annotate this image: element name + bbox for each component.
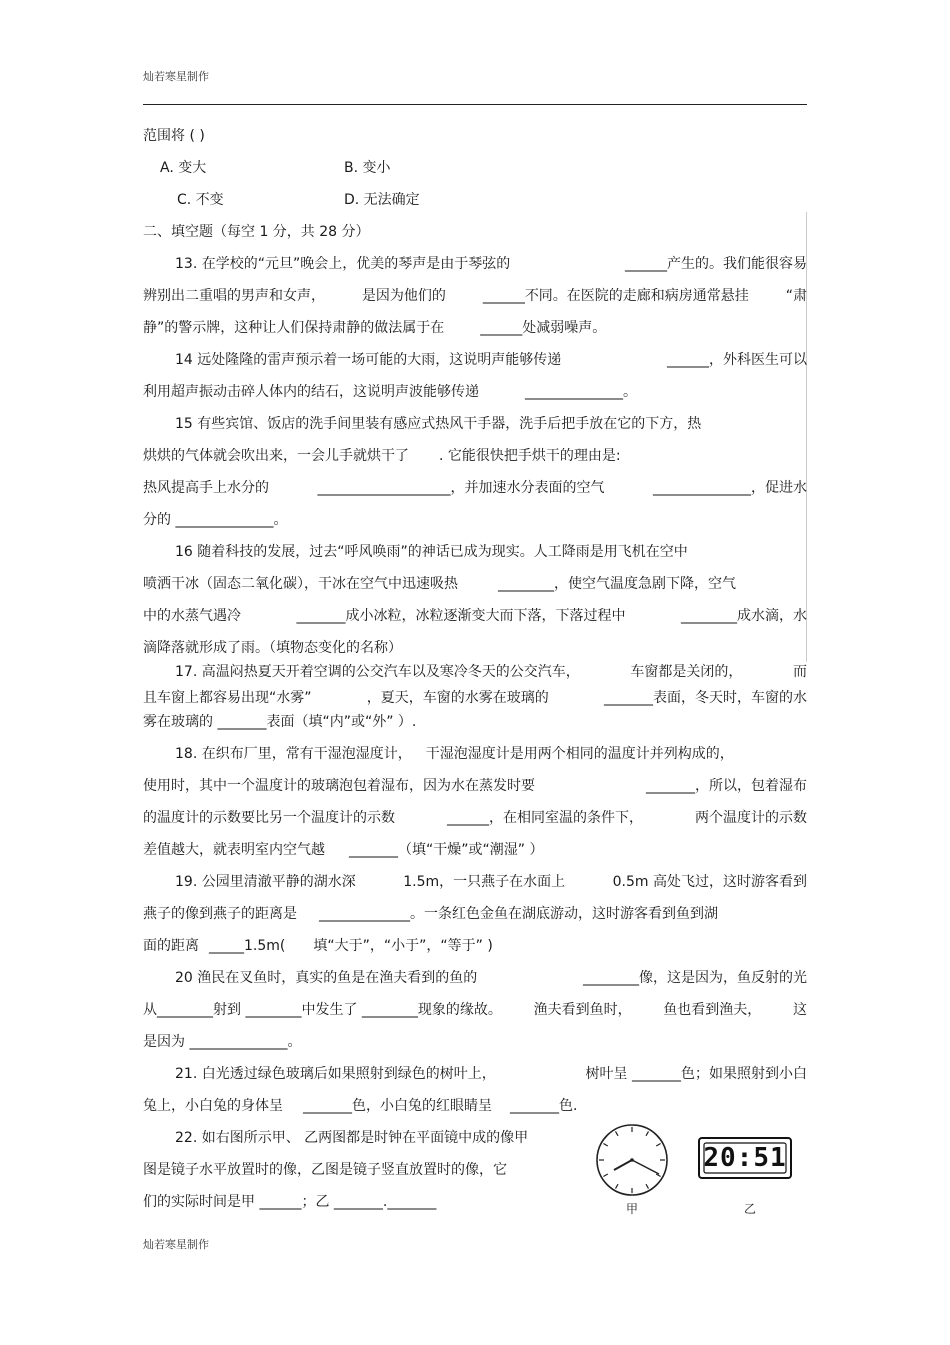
question-16-line-1: 16 随着科技的发展，过去“呼风唤雨”的神话已成为现实。人工降雨是用飞机在空中 — [175, 544, 688, 560]
text-segment: 干湿泡湿度计是用两个相同的温度计并列构成的， — [425, 746, 734, 762]
question-18-line-1 — [175, 744, 807, 764]
text-segment: 辨别出二重唱的男声和女声， — [143, 288, 325, 304]
question-22-line-3: 们的实际时间是甲 ______；乙 _______._______ — [143, 1194, 437, 1210]
analog-clock-figure — [595, 1122, 669, 1198]
text-segment: 使用时，其中一个温度计的玻璃泡包着湿布，因为水在蒸发时要 — [143, 778, 535, 794]
question-12-stem: 范围将 ( ) — [143, 128, 205, 144]
question-20-line-1 — [175, 968, 807, 988]
question-20-line-2 — [143, 1000, 807, 1020]
text-segment: 热风提高手上水分的 — [143, 480, 269, 496]
text-segment: 两个温度计的示数 — [695, 810, 807, 826]
text-segment: 填“大于”，“小于”，“等于” ) — [313, 938, 493, 954]
question-21-line-1 — [175, 1064, 807, 1084]
question-16-line-4: 滴降落就形成了雨。（填物态变化的名称） — [143, 640, 402, 656]
text-segment: ___________________，并加速水分表面的空气 — [317, 480, 605, 496]
option-b: B. 变小 — [344, 160, 391, 176]
text-segment: 从________射到 ________中发生了 ________现象的缘故。 — [143, 1002, 502, 1018]
text-segment: _______（填“干燥”或“潮湿” ） — [349, 842, 544, 858]
text-segment: ______产生的。我们能很容易 — [625, 256, 807, 272]
text-segment: ______处减弱噪声。 — [480, 320, 607, 336]
question-22-line-1: 22. 如右图所示甲、 乙两图都是时钟在平面镜中成的像甲 — [175, 1130, 529, 1146]
text-segment: 20 渔民在叉鱼时，真实的鱼是在渔夫看到的鱼的 — [175, 970, 478, 986]
text-segment: ______________，促进水 — [653, 480, 807, 496]
text-segment: 中的水蒸气遇冷 — [143, 608, 241, 624]
question-13-line-3 — [143, 318, 807, 338]
question-13-line-1 — [175, 254, 807, 274]
text-segment: 0.5m 高处飞过，这时游客看到 — [612, 874, 807, 890]
question-20-line-3: 是因为 ______________。 — [143, 1034, 302, 1050]
text-segment: 的温度计的示数要比另一个温度计的示数 — [143, 810, 395, 826]
text-segment: _______色，小白兔的红眼睛呈 — [303, 1098, 492, 1114]
text-segment: 烘烘的气体就会吹出来，一会儿手就烘干了 — [143, 448, 409, 464]
text-segment: 车窗都是关闭的， — [630, 664, 743, 680]
text-segment: _____________。一条红色金鱼在湖底游动，这时游客看到鱼到湖 — [319, 906, 718, 922]
text-segment: 21. 白光透过绿色玻璃后如果照射到绿色的树叶上， — [175, 1066, 496, 1082]
text-segment: ______不同。在医院的走廊和病房通常悬挂 — [482, 288, 749, 304]
question-16-line-2 — [143, 574, 807, 594]
figure-caption-a: 甲 — [626, 1202, 639, 1216]
question-22-line-2: 图是镜子水平放置时的像，乙图是镜子竖直放置时的像，它 — [143, 1162, 507, 1178]
text-segment: 利用超声振动击碎人体内的结石，这说明声波能够传递 — [143, 384, 479, 400]
text-segment: 是因为他们的 — [361, 288, 446, 304]
text-segment: _______色. — [510, 1098, 578, 1114]
text-segment: 树叶呈 _______色；如果照射到小白 — [585, 1066, 807, 1082]
question-15-line-2 — [143, 446, 807, 466]
question-19-line-3 — [143, 936, 807, 956]
text-segment: “肃 — [785, 288, 807, 304]
text-segment: ________，使空气温度急剧下降，空气 — [498, 576, 736, 592]
text-segment: 燕子的像到燕子的距离是 — [143, 906, 297, 922]
question-17-line-1 — [175, 662, 807, 682]
question-14-line-2 — [143, 382, 807, 402]
text-segment: ________像，这是因为，鱼反射的光 — [583, 970, 807, 986]
text-segment: _____1.5m( — [209, 938, 286, 954]
text-segment: 渔夫看到鱼时， — [533, 1002, 632, 1018]
question-15-line-3 — [143, 478, 807, 498]
text-segment: ________成水滴，水 — [681, 608, 807, 624]
question-18-line-2 — [143, 776, 807, 796]
question-21-line-2 — [143, 1096, 807, 1116]
question-13-line-2 — [143, 286, 807, 306]
header-rule — [143, 104, 807, 105]
text-segment: 18. 在织布厂里，常有干湿泡湿度计， — [175, 746, 412, 762]
text-segment: 静”的警示牌，这种让人们保持肃静的做法属于在 — [143, 320, 445, 336]
option-a: A. 变大 — [160, 160, 207, 176]
text-segment: 差值越大，就表明室内空气越 — [143, 842, 325, 858]
text-segment: _______成小冰粒，冰粒逐渐变大而下落，下落过程中 — [296, 608, 626, 624]
text-segment: . 它能很快把手烘干的理由是: — [439, 448, 621, 464]
text-segment: ______，在相同室温的条件下， — [447, 810, 643, 826]
question-18-line-3 — [143, 808, 807, 828]
question-16-line-3 — [143, 606, 807, 626]
text-segment: 这 — [792, 1002, 807, 1018]
margin-line — [806, 212, 807, 662]
question-15-line-1: 15 有些宾馆、饭店的洗手间里装有感应式热风干手器，洗手后把手放在它的下方，热 — [175, 416, 702, 432]
option-c: C. 不变 — [177, 192, 224, 208]
text-segment: ______，外科医生可以 — [667, 352, 807, 368]
page-footer: 灿若寒星制作 — [143, 1238, 209, 1251]
text-segment: 1.5m，一只燕子在水面上 — [403, 874, 566, 890]
question-18-line-4 — [143, 840, 807, 860]
text-segment: 兔上，小白兔的身体呈 — [143, 1098, 283, 1114]
text-segment: 13. 在学校的“元旦”晚会上，优美的琴声是由于琴弦的 — [175, 256, 511, 272]
question-17-line-2 — [143, 688, 807, 708]
question-19-line-2 — [143, 904, 807, 924]
text-segment: _______表面，冬天时，车窗的水 — [603, 690, 807, 706]
question-17-line-3: 雾在玻璃的 _______表面（填“内”或“外” ）. — [143, 714, 417, 730]
text-segment: 喷洒干冰（固态二氧化碳），干冰在空气中迅速吸热 — [143, 576, 458, 592]
question-14-line-1 — [175, 350, 807, 370]
question-15-line-4: 分的 ______________。 — [143, 512, 288, 528]
digital-clock-reading: 20:51 — [703, 1143, 787, 1173]
question-19-line-1 — [175, 872, 807, 892]
figure-caption-b: 乙 — [744, 1202, 757, 1216]
text-segment: 17. 高温闷热夏天开着空调的公交汽车以及寒冷冬天的公交汽车， — [175, 664, 580, 680]
page-header: 灿若寒星制作 — [143, 70, 209, 83]
text-segment: 鱼也看到渔夫， — [663, 1002, 762, 1018]
text-segment: ______________。 — [525, 384, 637, 400]
text-segment: 面的距离 — [143, 938, 199, 954]
text-segment: 且车窗上都容易出现“水雾” — [143, 690, 312, 706]
section-heading: 二、填空题（每空 1 分，共 28 分） — [143, 224, 370, 240]
option-d: D. 无法确定 — [344, 192, 420, 208]
text-segment: 19. 公园里清澈平静的湖水深 — [175, 874, 356, 890]
text-segment: ，夏天，车窗的水雾在玻璃的 — [366, 690, 549, 706]
text-segment: 14 远处隆隆的雷声预示着一场可能的大雨，这说明声能够传递 — [175, 352, 562, 368]
text-segment: 而 — [793, 664, 807, 680]
text-segment: _______，所以，包着湿布 — [646, 778, 807, 794]
